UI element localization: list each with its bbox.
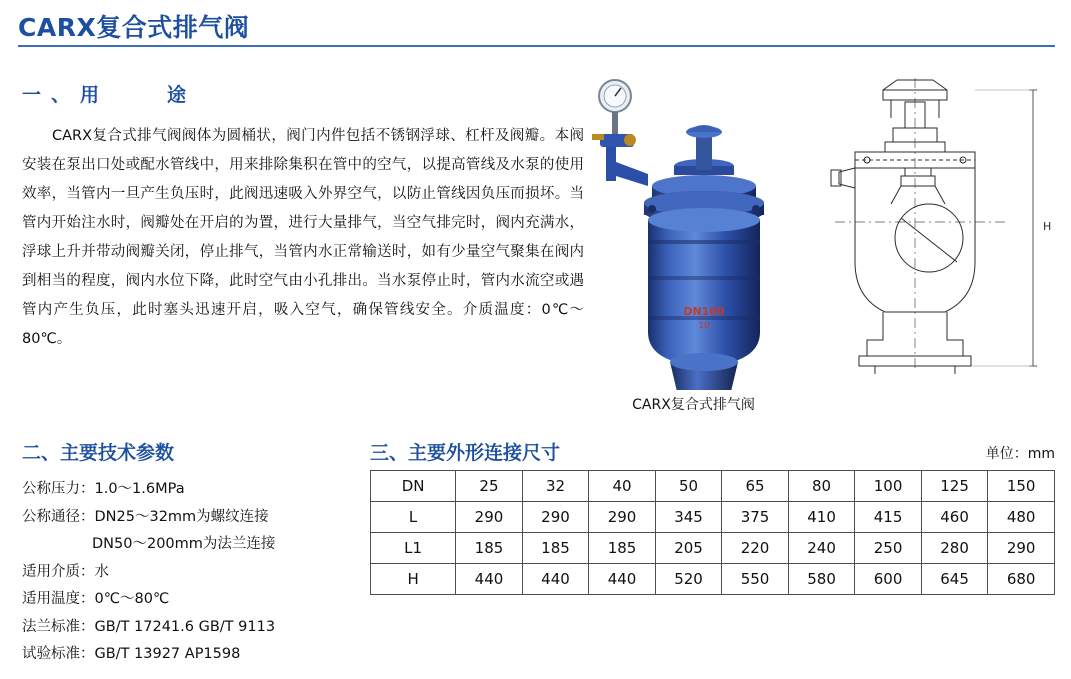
photo-caption: CARX复合式排气阀 <box>632 397 755 413</box>
column-header: 50 <box>655 471 722 502</box>
table-cell: 645 <box>921 564 988 595</box>
table-cell: 415 <box>855 502 922 533</box>
parameter-value: 1.0～1.6MPa <box>94 481 185 497</box>
usage-paragraph: CARX复合式排气阀阀体为圆桶状，阀门内件包括不锈钢浮球、杠杆及阀瓣。本阀安装在泵出口处或配水管线中，用来排除集积在管中的空气，以提高管线及水泵的使用效率，当管内一旦产生负压时，此阀迅速吸入外界空气，以防止管线因负压而损坏。当管内开始注水时，阀瓣处在开启的为置，进行大量排气，当空气排完时，阀内充满水，浮球上升并带动阀瓣关闭，停止排气，当管内水正常输送时，如有少量空气聚集在阀内到相当的程度，阀内水位下降，此时空气由小孔排出。当水泵停止时，管内水流空或遇管内产生负压，此时塞头迅速开启，吸入空气，确保管线安全。介质温度：0℃～80℃。 <box>22 128 584 347</box>
column-header: 125 <box>921 471 988 502</box>
parameter-label: 适用介质： <box>22 563 95 580</box>
table-cell: 520 <box>655 564 722 595</box>
parameter-row <box>22 531 362 559</box>
table-cell: 600 <box>855 564 922 595</box>
parameter-value: 水 <box>94 563 109 580</box>
column-header: 65 <box>722 471 789 502</box>
parameter-row <box>22 504 362 532</box>
table-cell: 460 <box>921 502 988 533</box>
table-cell: 375 <box>722 502 789 533</box>
parameter-row <box>22 586 362 614</box>
parameter-row <box>22 614 362 642</box>
table-cell: 550 <box>722 564 789 595</box>
parameter-label: 公称压力： <box>22 481 95 497</box>
section-heading-usage: 一、用 途 <box>22 84 197 106</box>
table-cell: 185 <box>522 533 589 564</box>
parameter-value: DN50～200mm为法兰连接 <box>92 536 276 552</box>
column-header: 40 <box>589 471 656 502</box>
column-header: DN <box>371 471 456 502</box>
table-cell: 250 <box>855 533 922 564</box>
table-row <box>371 564 1055 595</box>
parameter-row <box>22 559 362 587</box>
table-cell: 290 <box>456 502 523 533</box>
section-heading-parameters: 二、主要技术参数 <box>22 442 175 464</box>
table-cell: 580 <box>788 564 855 595</box>
parameter-label: 适用温度： <box>22 591 95 607</box>
table-cell: 440 <box>456 564 523 595</box>
table-cell: 220 <box>722 533 789 564</box>
parameter-label: 法兰标准： <box>22 618 95 635</box>
table-cell: 185 <box>456 533 523 564</box>
column-header: 150 <box>988 471 1055 502</box>
table-cell: 290 <box>589 502 656 533</box>
table-cell: 240 <box>788 533 855 564</box>
column-header: 100 <box>855 471 922 502</box>
parameter-label: 公称通径： <box>22 508 95 525</box>
section-heading-dimensions: 三、主要外形连接尺寸 <box>370 442 561 464</box>
column-header: 32 <box>522 471 589 502</box>
parameter-label: 试验标准： <box>22 646 95 662</box>
row-label: L <box>371 502 456 533</box>
table-cell: 290 <box>522 502 589 533</box>
table-cell: 345 <box>655 502 722 533</box>
dimension-table <box>370 470 1055 595</box>
page-title: CARX复合式排气阀 <box>18 13 250 42</box>
table-cell: 440 <box>522 564 589 595</box>
product-photo <box>586 70 801 390</box>
table-cell: 480 <box>988 502 1055 533</box>
table-cell: 185 <box>589 533 656 564</box>
parameter-row <box>22 476 362 504</box>
parameter-value: GB/T 13927 AP1598 <box>94 646 241 662</box>
svg-text:DN100: DN100 <box>683 305 725 318</box>
table-cell: 440 <box>589 564 656 595</box>
svg-text:H: H <box>1043 220 1052 233</box>
unit-note: 单位：mm <box>985 446 1055 462</box>
row-label: L1 <box>371 533 456 564</box>
parameter-value: 0℃～80℃ <box>94 591 170 607</box>
table-cell: 290 <box>988 533 1055 564</box>
table-cell: 410 <box>788 502 855 533</box>
parameter-value: GB/T 17241.6 GB/T 9113 <box>94 618 276 635</box>
row-label: H <box>371 564 456 595</box>
column-header: 80 <box>788 471 855 502</box>
table-row <box>371 502 1055 533</box>
table-cell: 680 <box>988 564 1055 595</box>
technical-drawing <box>805 72 1055 382</box>
parameter-row <box>22 641 362 669</box>
table-cell: 205 <box>655 533 722 564</box>
parameter-list <box>22 476 362 669</box>
table-header-row <box>371 471 1055 502</box>
svg-text:10: 10 <box>698 321 710 331</box>
parameter-value: DN25～32mm为螺纹连接 <box>94 508 269 525</box>
table-cell: 280 <box>921 533 988 564</box>
column-header: 25 <box>456 471 523 502</box>
table-row <box>371 533 1055 564</box>
title-divider <box>18 45 1055 47</box>
